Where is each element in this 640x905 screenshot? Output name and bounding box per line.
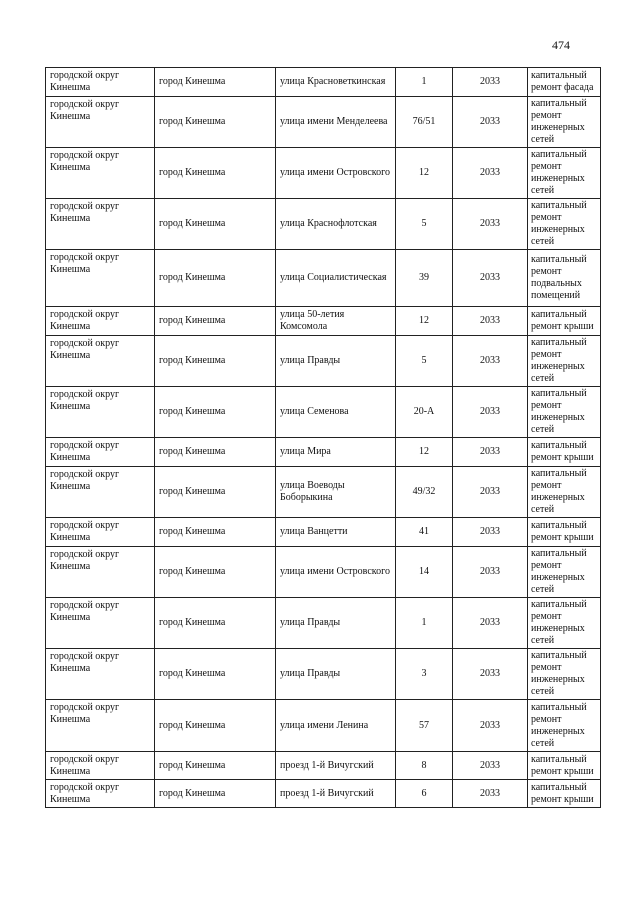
house-number-cell: 12 [396,307,453,336]
year-cell: 2033 [453,250,528,307]
city-cell: город Кинешма [155,438,276,467]
street-cell: улица Правды [276,598,396,649]
house-number-cell: 1 [396,68,453,97]
street-cell: улица Социалистическая [276,250,396,307]
house-number-cell: 20-А [396,387,453,438]
street-cell: улица Красноветкинская [276,68,396,97]
year-cell: 2033 [453,547,528,598]
municipal-district-cell: городской округ Кинешма [46,387,155,438]
street-cell: улица имени Островского [276,148,396,199]
street-cell: улица имени Ленина [276,700,396,752]
table-row [46,467,601,518]
work-type-cell: капитальный ремонт инженерных сетей [528,199,601,250]
year-cell: 2033 [453,467,528,518]
work-type-cell: капитальный ремонт инженерных сетей [528,700,601,752]
municipal-district-cell: городской округ Кинешма [46,307,155,336]
house-number-cell: 6 [396,780,453,808]
work-type-cell: капитальный ремонт крыши [528,752,601,780]
house-number-cell: 39 [396,250,453,307]
year-cell: 2033 [453,649,528,700]
city-cell: город Кинешма [155,518,276,547]
street-cell: улица Семенова [276,387,396,438]
city-cell: город Кинешма [155,700,276,752]
street-cell: улица Правды [276,336,396,387]
house-number-cell: 49/32 [396,467,453,518]
municipal-district-cell: городской округ Кинешма [46,467,155,518]
table-row [46,700,601,752]
work-type-cell: капитальный ремонт инженерных сетей [528,148,601,199]
work-type-cell: капитальный ремонт инженерных сетей [528,547,601,598]
municipal-district-cell: городской округ Кинешма [46,148,155,199]
work-type-cell: капитальный ремонт инженерных сетей [528,336,601,387]
year-cell: 2033 [453,598,528,649]
street-cell: проезд 1-й Вичугский [276,752,396,780]
street-cell: проезд 1-й Вичугский [276,780,396,808]
city-cell: город Кинешма [155,148,276,199]
municipal-district-cell: городской округ Кинешма [46,649,155,700]
house-number-cell: 5 [396,336,453,387]
year-cell: 2033 [453,780,528,808]
table-row [46,250,601,307]
table-row [46,598,601,649]
house-number-cell: 41 [396,518,453,547]
street-cell: улица Краснофлотская [276,199,396,250]
table-body [46,68,601,808]
municipal-district-cell: городской округ Кинешма [46,97,155,148]
year-cell: 2033 [453,199,528,250]
work-type-cell: капитальный ремонт инженерных сетей [528,598,601,649]
city-cell: город Кинешма [155,780,276,808]
house-number-cell: 12 [396,148,453,199]
city-cell: город Кинешма [155,336,276,387]
municipal-district-cell: городской округ Кинешма [46,438,155,467]
municipal-district-cell: городской округ Кинешма [46,199,155,250]
work-type-cell: капитальный ремонт крыши [528,518,601,547]
street-cell: улица Правды [276,649,396,700]
work-type-cell: капитальный ремонт подвальных помещений [528,250,601,307]
year-cell: 2033 [453,752,528,780]
street-cell: улица Ванцетти [276,518,396,547]
year-cell: 2033 [453,518,528,547]
city-cell: город Кинешма [155,547,276,598]
house-number-cell: 3 [396,649,453,700]
municipal-district-cell: городской округ Кинешма [46,780,155,808]
year-cell: 2033 [453,148,528,199]
street-cell: улица Мира [276,438,396,467]
table-row [46,336,601,387]
city-cell: город Кинешма [155,307,276,336]
city-cell: город Кинешма [155,199,276,250]
work-type-cell: капитальный ремонт крыши [528,438,601,467]
city-cell: город Кинешма [155,649,276,700]
house-number-cell: 8 [396,752,453,780]
year-cell: 2033 [453,307,528,336]
year-cell: 2033 [453,438,528,467]
city-cell: город Кинешма [155,387,276,438]
municipal-district-cell: городской округ Кинешма [46,518,155,547]
year-cell: 2033 [453,68,528,97]
work-type-cell: капитальный ремонт инженерных сетей [528,97,601,148]
city-cell: город Кинешма [155,598,276,649]
work-type-cell: капитальный ремонт инженерных сетей [528,387,601,438]
house-number-cell: 1 [396,598,453,649]
table-row [46,387,601,438]
city-cell: город Кинешма [155,68,276,97]
page-number: 474 [552,38,570,52]
street-cell: улица имени Менделеева [276,97,396,148]
year-cell: 2033 [453,700,528,752]
municipal-district-cell: городской округ Кинешма [46,700,155,752]
table-row [46,752,601,780]
municipal-district-cell: городской округ Кинешма [46,598,155,649]
street-cell: улица Воеводы Боборыкина [276,467,396,518]
work-type-cell: капитальный ремонт крыши [528,307,601,336]
table-row [46,649,601,700]
year-cell: 2033 [453,336,528,387]
table-row [46,68,601,97]
repair-schedule-table [45,67,601,808]
work-type-cell: капитальный ремонт фасада [528,68,601,97]
municipal-district-cell: городской округ Кинешма [46,752,155,780]
municipal-district-cell: городской округ Кинешма [46,68,155,97]
house-number-cell: 14 [396,547,453,598]
street-cell: улица имени Островского [276,547,396,598]
house-number-cell: 5 [396,199,453,250]
table-row [46,307,601,336]
city-cell: город Кинешма [155,467,276,518]
municipal-district-cell: городской округ Кинешма [46,336,155,387]
house-number-cell: 57 [396,700,453,752]
year-cell: 2033 [453,387,528,438]
city-cell: город Кинешма [155,250,276,307]
work-type-cell: капитальный ремонт инженерных сетей [528,649,601,700]
city-cell: город Кинешма [155,752,276,780]
table-row [46,97,601,148]
house-number-cell: 12 [396,438,453,467]
city-cell: город Кинешма [155,97,276,148]
house-number-cell: 76/51 [396,97,453,148]
table-row [46,780,601,808]
table-row [46,199,601,250]
table-row [46,438,601,467]
table-row [46,518,601,547]
table-row [46,547,601,598]
year-cell: 2033 [453,97,528,148]
municipal-district-cell: городской округ Кинешма [46,547,155,598]
work-type-cell: капитальный ремонт инженерных сетей [528,467,601,518]
street-cell: улица 50-летия Комсомола [276,307,396,336]
municipal-district-cell: городской округ Кинешма [46,250,155,307]
work-type-cell: капитальный ремонт крыши [528,780,601,808]
table-row [46,148,601,199]
